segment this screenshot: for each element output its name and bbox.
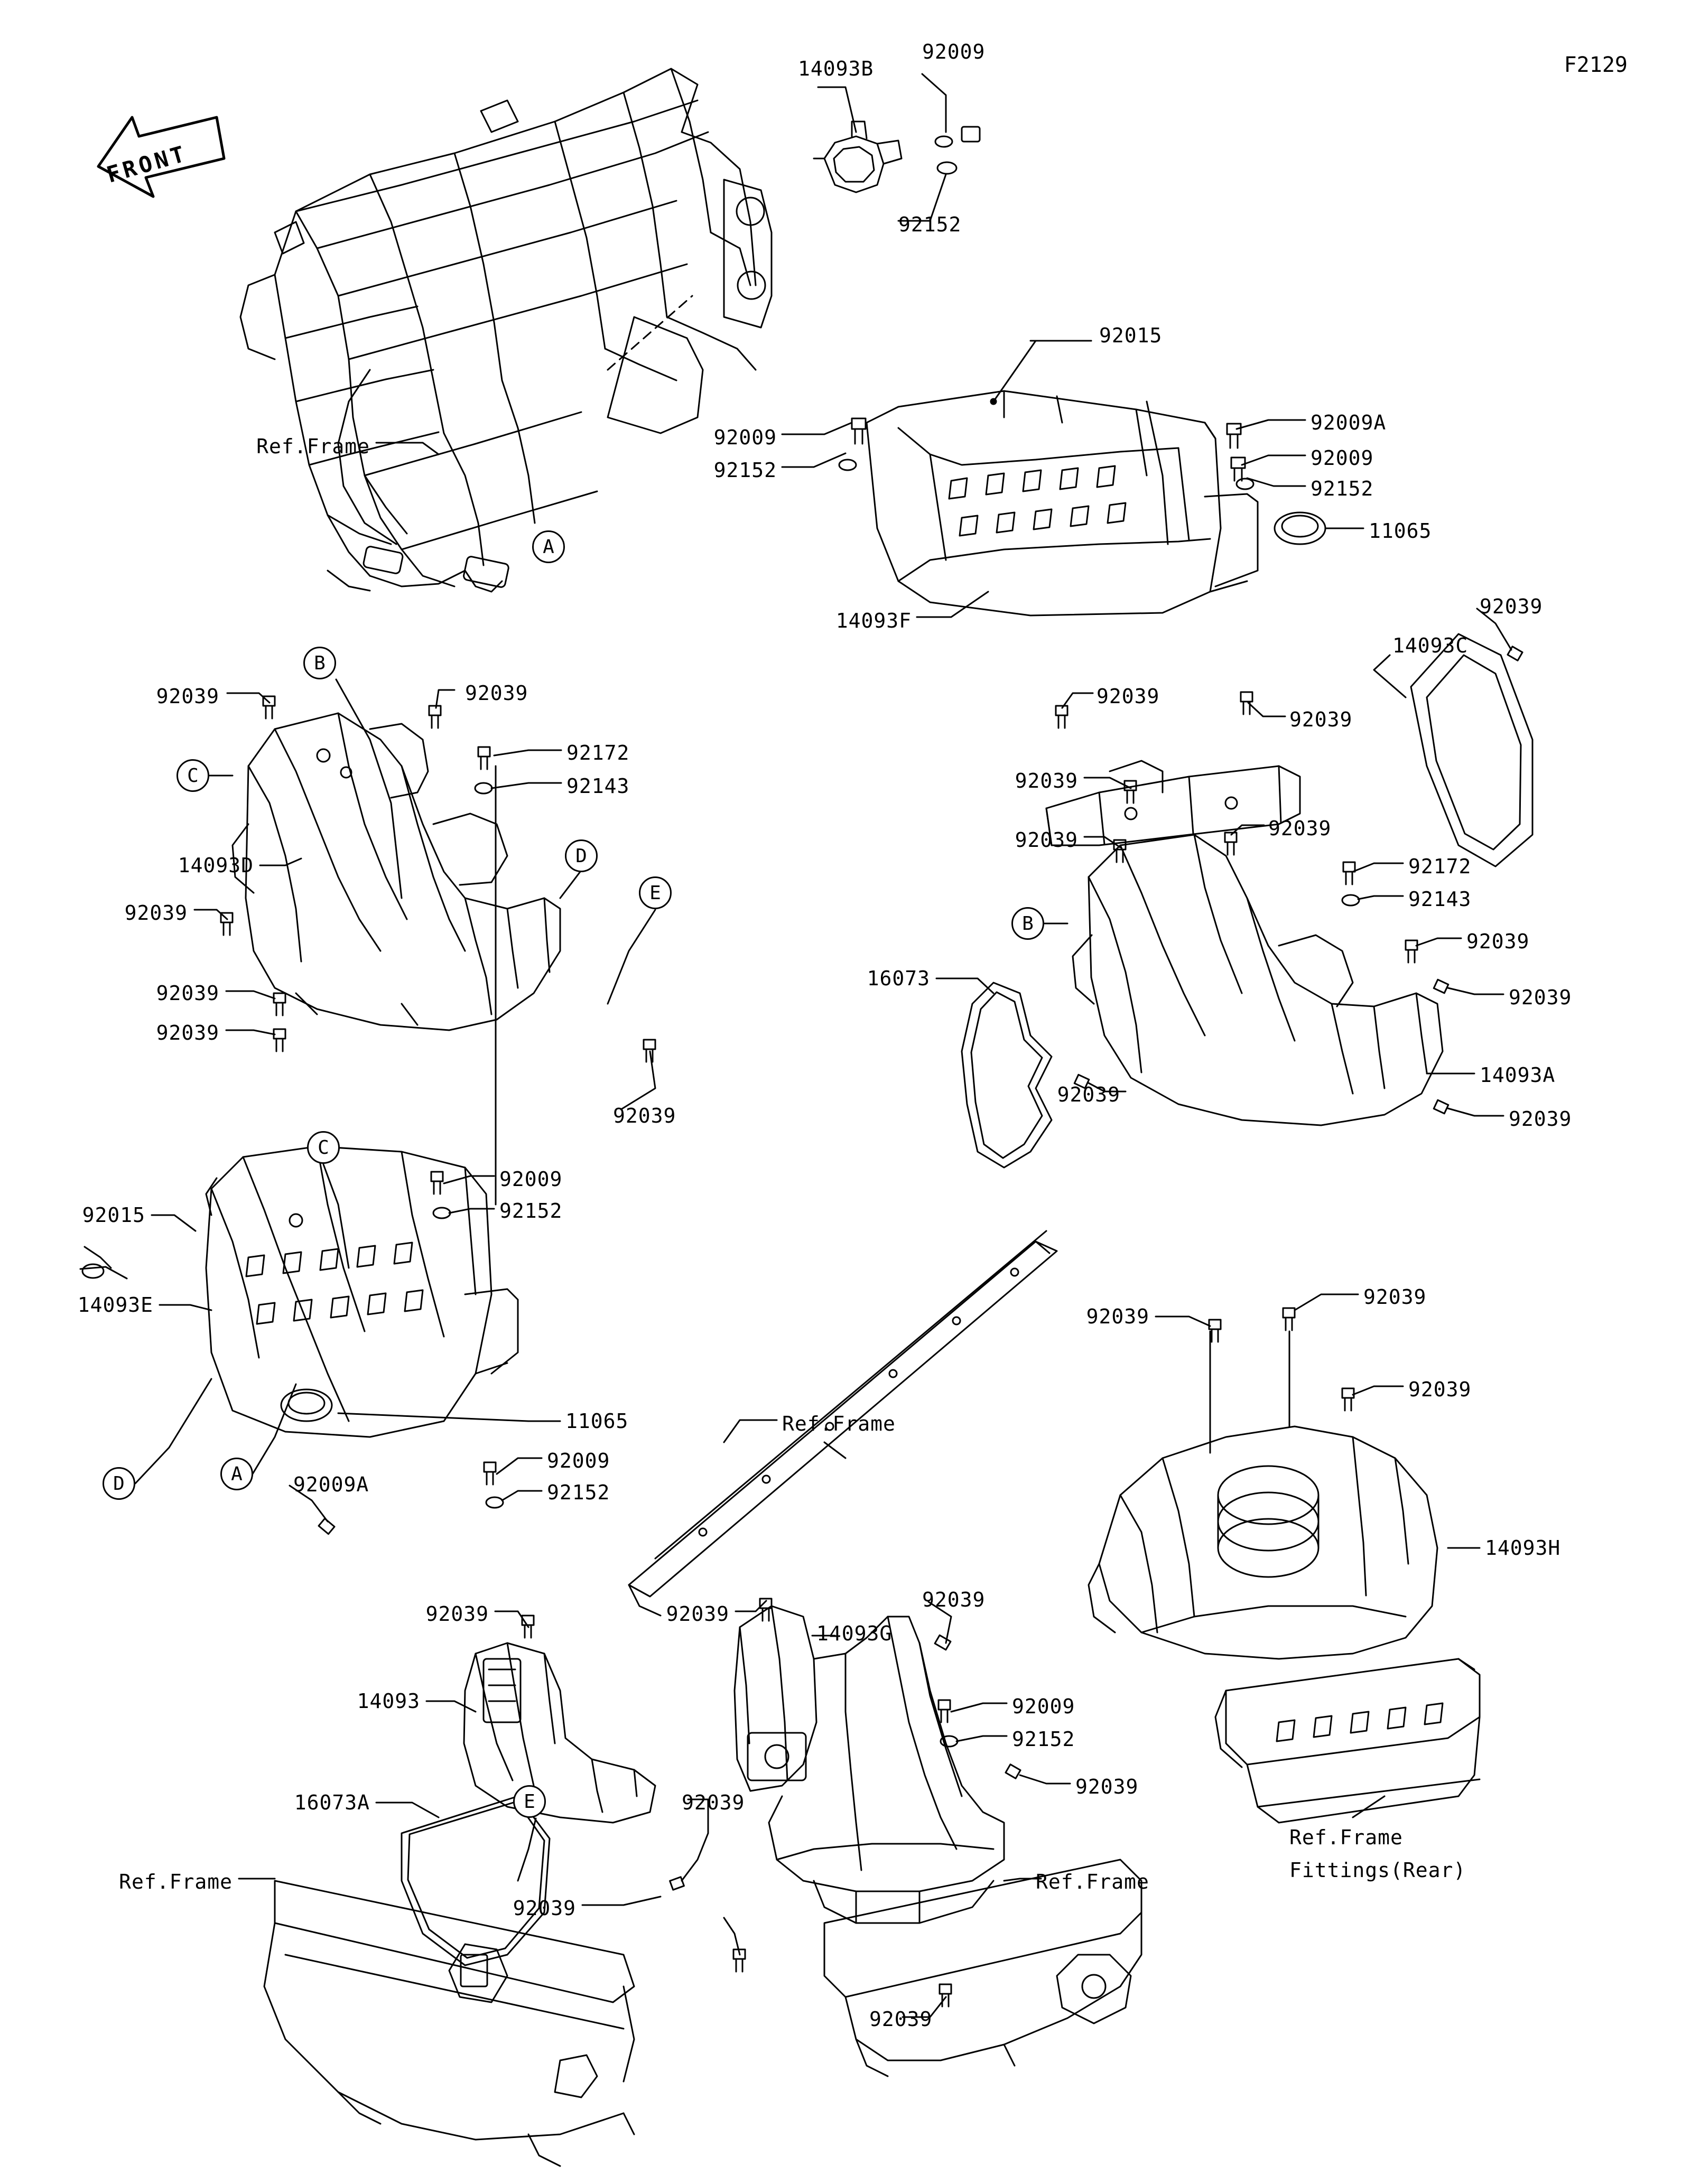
part-callout: 92009A — [1311, 411, 1387, 434]
part-callout: Ref.Frame — [119, 1870, 233, 1893]
part-callout: 14093G — [816, 1622, 893, 1645]
part-callout: 92039 — [124, 901, 188, 925]
part-callout: 92152 — [1012, 1728, 1075, 1751]
part-callout: 92039 — [1408, 1378, 1472, 1401]
part-callout: 92015 — [1099, 324, 1163, 347]
part-callout: 92039 — [1466, 930, 1530, 953]
part-callout: 14093 — [357, 1690, 420, 1713]
part-callout: Ref.Frame — [256, 435, 370, 458]
part-callout: 14093E — [77, 1293, 153, 1317]
part-callout: 92009 — [922, 40, 986, 63]
part-callout: 92009 — [713, 426, 777, 449]
part-callout: Fittings(Rear) — [1289, 1859, 1466, 1882]
reference-balloon: B — [1011, 907, 1044, 940]
part-callout: 92152 — [499, 1199, 563, 1222]
part-callout: 16073A — [294, 1791, 370, 1814]
part-callout: 92143 — [566, 774, 630, 798]
reference-balloon: B — [303, 647, 336, 679]
reference-balloon: C — [307, 1131, 340, 1164]
part-callout: 14093C — [1392, 634, 1469, 657]
part-callout: 92152 — [547, 1481, 610, 1504]
part-callout: 92009A — [293, 1473, 369, 1496]
reference-balloon: A — [220, 1458, 253, 1490]
part-callout: 92039 — [1509, 986, 1572, 1009]
part-callout: 92039 — [1057, 1083, 1120, 1106]
part-callout: 92039 — [513, 1897, 576, 1920]
part-callout: 92152 — [1311, 477, 1374, 500]
part-callout: 92039 — [1015, 828, 1078, 852]
part-callout: 92039 — [1097, 685, 1160, 708]
part-callout: 92015 — [82, 1203, 145, 1227]
part-callout: 92172 — [566, 741, 630, 764]
part-callout: 92152 — [713, 459, 777, 482]
part-callout: 92039 — [1075, 1775, 1139, 1798]
part-callout: 11065 — [565, 1410, 629, 1433]
part-callout: 92039 — [922, 1588, 986, 1611]
part-callout: 92039 — [1363, 1285, 1427, 1309]
part-callout: 92039 — [682, 1791, 745, 1814]
reference-balloon: E — [639, 876, 672, 909]
part-callout: 92039 — [1509, 1107, 1572, 1131]
part-callout: 92039 — [613, 1104, 676, 1127]
part-callout: 92172 — [1408, 855, 1472, 878]
part-callout: 14093F — [835, 609, 912, 632]
part-callout: 14093H — [1485, 1536, 1561, 1560]
part-callout: 92039 — [156, 982, 219, 1005]
part-callout: Ref.Frame — [1289, 1826, 1403, 1849]
reference-balloon: E — [513, 1785, 546, 1818]
part-callout: 92039 — [1015, 769, 1078, 792]
part-callout: 14093A — [1480, 1063, 1556, 1087]
part-callout: 14093D — [178, 854, 254, 877]
part-callout: 92009 — [1012, 1695, 1075, 1718]
diagram-code: F2129 — [1564, 53, 1628, 77]
reference-balloon: D — [103, 1467, 135, 1500]
part-callout: 92152 — [898, 213, 962, 236]
reference-balloon: A — [532, 530, 565, 563]
part-callout: 11065 — [1369, 519, 1432, 543]
part-callout: 92039 — [465, 682, 528, 705]
part-callout: 92039 — [869, 2008, 933, 2031]
part-callout: Ref.Frame — [1036, 1870, 1149, 1893]
part-callout: 92009 — [547, 1449, 610, 1472]
part-callout: 92009 — [499, 1168, 563, 1191]
part-callout: 92039 — [1268, 817, 1332, 840]
part-callout: 92039 — [156, 685, 219, 708]
front-label: FRONT — [104, 140, 191, 188]
part-callout: Ref.Frame — [782, 1412, 896, 1435]
part-callout: 92143 — [1408, 888, 1472, 911]
part-callout: 92039 — [425, 1602, 489, 1626]
part-callout: 92009 — [1311, 446, 1374, 470]
part-callout: 92039 — [1086, 1305, 1149, 1328]
part-callout: 16073 — [867, 967, 930, 990]
part-callout: 92039 — [1289, 708, 1353, 731]
part-callout: 92039 — [666, 1602, 729, 1626]
part-callout: 14093B — [798, 57, 874, 80]
reference-balloon: D — [565, 839, 598, 872]
part-callout: 92039 — [1480, 595, 1543, 618]
part-callout: 92039 — [156, 1021, 219, 1044]
reference-balloon: C — [176, 759, 209, 792]
